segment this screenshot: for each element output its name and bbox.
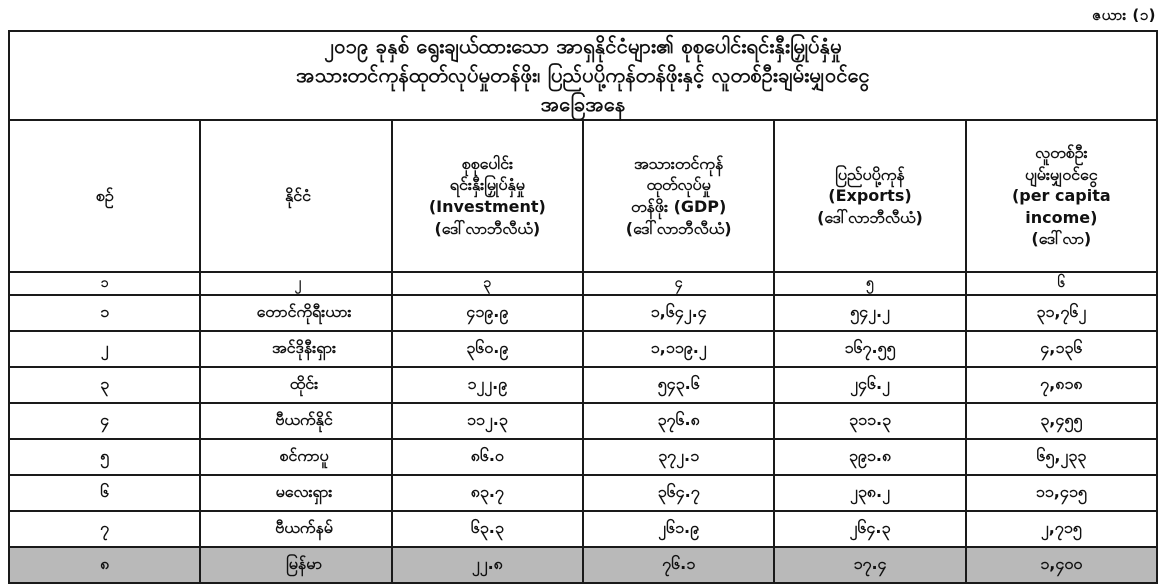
column-number-2: ၂ [200,272,391,295]
row-country: အင်ဒိုနီးရှား [200,331,391,367]
column-number-5: ၅ [774,272,965,295]
row-exports: ၂၆၄.၃ [774,511,965,547]
row-investment: ၂၂.၈ [392,547,583,583]
header-investment-line-2: ရင်းနှီးမြှုပ်နှံမှု [449,175,525,195]
row-per-capita: ၁,၄၀၀ [966,547,1157,583]
row-index: ၁ [9,295,200,331]
row-exports: ၁၆၇.၅၅ [774,331,965,367]
row-index: ၈ [9,547,200,583]
row-gdp: ၁,၁၁၉.၂ [583,331,774,367]
row-exports: ၃၉၁.၈ [774,439,965,475]
row-country: မြန်မာ [200,547,391,583]
table-container [8,30,1158,584]
statistics-table [8,30,1158,584]
header-gdp-line-1: အသားတင်ကုန် [634,153,724,173]
row-index: ၇ [9,511,200,547]
header-pci-line-4: income) [1025,207,1098,227]
row-per-capita: ၇,၈၁၈ [966,367,1157,403]
header-pci-line-5: (ဒေါ်လာ) [1031,229,1092,249]
table-title [9,31,1157,120]
header-pci-line-3: (per capita [1011,186,1111,206]
header-index-line-1: စဉ် [95,186,114,206]
row-exports: ၅၄၂.၂ [774,295,965,331]
row-country: မလေးရှား [200,475,391,511]
row-exports: ၂၃၈.၂ [774,475,965,511]
header-exports-line-3: (ဒေါ်လာဘီလီယံ) [817,207,923,227]
row-exports: ၁၇.၄ [774,547,965,583]
header-investment-line-3: (Investment) [428,197,546,216]
row-investment: ၄၁၉.၉ [392,295,583,331]
header-exports [774,120,965,272]
table-row [9,475,1157,511]
table-caption-label: ဇယား (၁) [1092,6,1156,24]
row-exports: ၃၁၁.၃ [774,403,965,439]
row-gdp: ၃၇၆.၈ [583,403,774,439]
header-investment-line-4: (ဒေါ်လာဘီလီယံ) [434,218,541,238]
header-index [9,120,200,272]
row-index: ၄ [9,403,200,439]
column-number-1: ၁ [9,272,200,295]
row-index: ၃ [9,367,200,403]
table-row-highlighted [9,547,1157,583]
row-gdp: ၇၆.၁ [583,547,774,583]
title-line-2: အသားတင်ကုန်ထုတ်လုပ်မှုတန်ဖိုး၊ ပြည်ပပို့ကုန်တန်ဖိုးနှင့် လူတစ်ဦးချမ်းမျှဝင်ငွေ [296,63,870,87]
title-line-1: ၂၀၁၉ ခုနှစ် ရွေးချယ်ထားသော အာရှနိုင်ငံများ၏ စုစုပေါင်းရင်းနှီးမြှုပ်နှံမှု [324,34,842,58]
table-header-row [9,120,1157,272]
row-exports: ၂၄၆.၂ [774,367,965,403]
column-number-4: ၄ [583,272,774,295]
row-country: တောင်ကိုရီးယား [200,295,391,331]
row-gdp: ၃၇၂.၁ [583,439,774,475]
row-investment: ၈၃.၇ [392,475,583,511]
row-country: စင်ကာပူ [200,439,391,475]
header-gdp-line-4: (ဒေါ်လာဘီလီယံ) [625,218,732,238]
row-investment: ၁၁၂.၃ [392,403,583,439]
header-per-capita-income [966,120,1157,272]
title-line-3: အခြေအနေ [540,92,626,116]
table-title-row [9,31,1157,120]
table-row [9,403,1157,439]
table-row [9,439,1157,475]
row-investment: ၁၂၂.၉ [392,367,583,403]
row-per-capita: ၃,၄၅၅ [966,403,1157,439]
row-per-capita: ၁၁,၄၁၅ [966,475,1157,511]
table-row [9,295,1157,331]
header-country-line-1: နိုင်ငံ [284,186,311,206]
header-gdp-line-3: တန်ဖိုး (GDP) [630,197,727,216]
row-index: ၆ [9,475,200,511]
header-investment-line-1: စုစုပေါင်း [461,153,514,173]
row-per-capita: ၄,၁၃၆ [966,331,1157,367]
row-per-capita: ၃၁,၇၆၂ [966,295,1157,331]
header-investment [392,120,583,272]
row-investment: ၆၃.၃ [392,511,583,547]
header-pci-line-1: လူတစ်ဦး [1035,143,1088,163]
row-gdp: ၅၄၃.၆ [583,367,774,403]
row-investment: ၈၆.၀ [392,439,583,475]
row-index: ၂ [9,331,200,367]
table-row [9,367,1157,403]
row-gdp: ၁,၆၄၂.၄ [583,295,774,331]
row-country: ထိုင်း [200,367,391,403]
header-pci-line-2: ပျမ်းမျှဝင်ငွေ [1025,164,1098,184]
row-index: ၅ [9,439,200,475]
table-row [9,511,1157,547]
row-country: ဗီယက်နိုင် [200,403,391,439]
table-row [9,331,1157,367]
column-number-3: ၃ [392,272,583,295]
row-country: ဗီယက်နမ် [200,511,391,547]
row-per-capita: ၆၅,၂၃၃ [966,439,1157,475]
header-gdp [583,120,774,272]
header-country [200,120,391,272]
row-investment: ၃၆၀.၉ [392,331,583,367]
row-gdp: ၃၆၄.၇ [583,475,774,511]
header-gdp-line-2: ထုတ်လုပ်မှု [646,175,711,195]
row-per-capita: ၂,၇၁၅ [966,511,1157,547]
column-number-row [9,272,1157,295]
header-exports-line-2: (Exports) [828,186,912,206]
column-number-6: ၆ [966,272,1157,295]
row-gdp: ၂၆၁.၉ [583,511,774,547]
header-exports-line-1: ပြည်ပပို့ကုန် [835,164,905,184]
